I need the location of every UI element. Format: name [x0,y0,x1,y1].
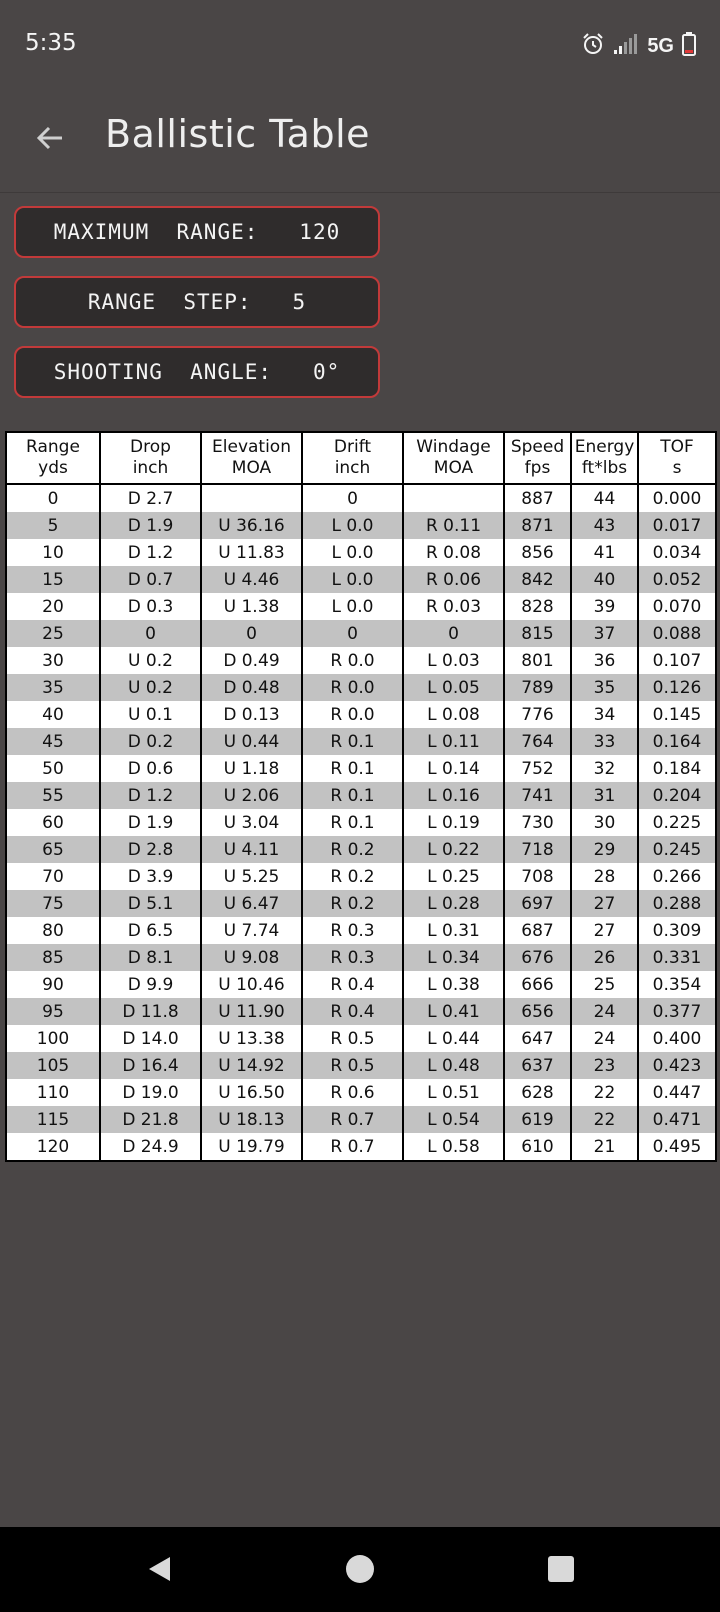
table-cell: R 0.7 [302,1106,403,1133]
table-cell: R 0.0 [302,701,403,728]
table-cell: R 0.2 [302,890,403,917]
table-cell: U 3.04 [201,809,302,836]
ballistic-table-container [5,431,715,1162]
table-cell: 0.288 [638,890,716,917]
status-icons [581,32,696,60]
table-cell: D 0.48 [201,674,302,701]
table-row [6,1106,716,1133]
table-cell: L 0.44 [403,1025,504,1052]
table-row [6,1052,716,1079]
table-cell: 0.245 [638,836,716,863]
table-cell: D 21.8 [100,1106,201,1133]
column-name: Windage [416,437,491,457]
table-cell: D 0.3 [100,593,201,620]
table-cell: U 2.06 [201,782,302,809]
table-cell: 45 [6,728,100,755]
column-unit: yds [38,458,68,478]
table-cell: 697 [504,890,571,917]
table-cell: L 0.0 [302,566,403,593]
table-cell: L 0.54 [403,1106,504,1133]
table-cell: 776 [504,701,571,728]
table-cell: R 0.11 [403,512,504,539]
table-cell: D 1.9 [100,512,201,539]
table-cell: D 14.0 [100,1025,201,1052]
table-cell: 828 [504,593,571,620]
table-cell: 0.017 [638,512,716,539]
table-cell: 40 [571,566,638,593]
table-cell: 0 [201,620,302,647]
table-cell: 35 [571,674,638,701]
table-cell: R 0.7 [302,1133,403,1161]
table-cell: 36 [571,647,638,674]
table-cell: L 0.19 [403,809,504,836]
table-row [6,701,716,728]
table-cell: 5 [6,512,100,539]
column-unit: MOA [231,458,272,478]
table-cell: D 24.9 [100,1133,201,1161]
column-name: TOF [660,437,694,457]
table-cell: 0.423 [638,1052,716,1079]
table-cell: 0.471 [638,1106,716,1133]
table-row [6,944,716,971]
column-header-speed [504,432,571,484]
table-cell: U 4.46 [201,566,302,593]
table-row [6,809,716,836]
table-cell: L 0.31 [403,917,504,944]
table-cell: U 18.13 [201,1106,302,1133]
column-name: Energy [574,437,635,457]
column-name: Drop [130,437,171,457]
column-header-drift [302,432,403,484]
table-cell: U 0.2 [100,674,201,701]
table-cell: 856 [504,539,571,566]
table-cell: D 1.2 [100,782,201,809]
table-row [6,728,716,755]
column-header-tof [638,432,716,484]
column-name: Range [26,437,80,457]
table-cell: R 0.1 [302,755,403,782]
table-cell: 85 [6,944,100,971]
table-cell: D 3.9 [100,863,201,890]
table-cell: U 36.16 [201,512,302,539]
table-cell: R 0.08 [403,539,504,566]
table-cell: 789 [504,674,571,701]
table-row [6,917,716,944]
table-cell: 815 [504,620,571,647]
table-row [6,836,716,863]
table-cell: 20 [6,593,100,620]
status-time: 5:35 [25,30,77,56]
table-cell: D 6.5 [100,917,201,944]
table-cell [403,484,504,512]
table-cell: 687 [504,917,571,944]
table-cell: 0 [302,484,403,512]
table-cell: 50 [6,755,100,782]
navigation-bar [0,1527,720,1612]
table-cell: U 13.38 [201,1025,302,1052]
table-cell: U 11.90 [201,998,302,1025]
table-cell: 22 [571,1106,638,1133]
table-cell: 0.331 [638,944,716,971]
table-cell: 27 [571,890,638,917]
table-cell: U 5.25 [201,863,302,890]
table-cell: U 11.83 [201,539,302,566]
table-cell: L 0.38 [403,971,504,998]
table-cell: 37 [571,620,638,647]
table-row [6,755,716,782]
table-cell: 21 [571,1133,638,1161]
table-cell: D 1.9 [100,809,201,836]
table-cell: 752 [504,755,571,782]
arrow-left-icon [34,122,66,158]
table-row [6,566,716,593]
shooting-angle-button[interactable]: SHOOTING ANGLE: 0° [14,346,380,398]
back-icon [145,1554,175,1588]
table-cell: 115 [6,1106,100,1133]
table-cell: U 14.92 [201,1052,302,1079]
table-cell: 0.145 [638,701,716,728]
table-cell: D 0.7 [100,566,201,593]
table-cell: 647 [504,1025,571,1052]
table-cell: 30 [571,809,638,836]
table-cell: R 0.06 [403,566,504,593]
table-cell: D 5.1 [100,890,201,917]
maximum-range-button[interactable]: MAXIMUM RANGE: 120 [14,206,380,258]
table-cell: 34 [571,701,638,728]
table-cell: 26 [571,944,638,971]
back-button[interactable] [26,116,74,164]
column-unit: fps [524,458,551,478]
table-cell: 0.495 [638,1133,716,1161]
table-cell: L 0.51 [403,1079,504,1106]
table-cell: D 11.8 [100,998,201,1025]
table-cell: L 0.0 [302,512,403,539]
table-row [6,484,716,512]
table-cell: 24 [571,998,638,1025]
table-cell: R 0.0 [302,647,403,674]
table-cell: L 0.34 [403,944,504,971]
table-cell: R 0.4 [302,971,403,998]
table-cell: U 9.08 [201,944,302,971]
table-cell: 39 [571,593,638,620]
table-cell: 887 [504,484,571,512]
table-cell: D 8.1 [100,944,201,971]
table-cell: 0.052 [638,566,716,593]
table-cell: D 16.4 [100,1052,201,1079]
table-cell: U 0.1 [100,701,201,728]
table-cell: U 6.47 [201,890,302,917]
table-cell: R 0.5 [302,1052,403,1079]
recents-icon [547,1555,575,1587]
table-cell: 24 [571,1025,638,1052]
table-cell: 741 [504,782,571,809]
table-cell: U 19.79 [201,1133,302,1161]
table-cell: U 0.44 [201,728,302,755]
table-cell: D 0.6 [100,755,201,782]
column-unit: s [672,458,682,478]
table-cell: 0.107 [638,647,716,674]
table-cell: 0.309 [638,917,716,944]
table-cell: 0.164 [638,728,716,755]
table-cell: 25 [571,971,638,998]
column-header-elevation [201,432,302,484]
table-cell: 628 [504,1079,571,1106]
table-cell: R 0.2 [302,863,403,890]
column-header-drop [100,432,201,484]
table-cell: L 0.14 [403,755,504,782]
table-cell: R 0.0 [302,674,403,701]
table-cell: R 0.3 [302,944,403,971]
table-row [6,998,716,1025]
table-cell: 0 [302,620,403,647]
table-cell: 0 [6,484,100,512]
table-cell: 35 [6,674,100,701]
table-cell: 764 [504,728,571,755]
table-cell: 871 [504,512,571,539]
table-cell: 25 [6,620,100,647]
table-cell: L 0.22 [403,836,504,863]
table-cell: 100 [6,1025,100,1052]
table-cell: 0 [100,620,201,647]
table-cell: U 4.11 [201,836,302,863]
table-cell: U 1.18 [201,755,302,782]
table-cell: L 0.58 [403,1133,504,1161]
table-cell: 60 [6,809,100,836]
table-cell: 0.225 [638,809,716,836]
table-cell: 708 [504,863,571,890]
table-cell: 44 [571,484,638,512]
table-cell: 0.088 [638,620,716,647]
table-cell: L 0.0 [302,539,403,566]
alarm-icon [581,32,605,60]
table-cell: 0.000 [638,484,716,512]
table-row [6,593,716,620]
table-row [6,1133,716,1161]
table-cell: 842 [504,566,571,593]
table-cell: 40 [6,701,100,728]
table-cell: U 7.74 [201,917,302,944]
table-body [6,484,716,1161]
table-cell: 95 [6,998,100,1025]
table-cell: D 2.8 [100,836,201,863]
table-cell: 65 [6,836,100,863]
network-type: 5G [647,34,674,57]
table-cell: L 0.41 [403,998,504,1025]
table-cell: 0.204 [638,782,716,809]
table-row [6,1079,716,1106]
table-cell: L 0.08 [403,701,504,728]
nav-back-button[interactable] [140,1551,180,1591]
table-cell: D 9.9 [100,971,201,998]
table-cell: D 0.13 [201,701,302,728]
table-cell: 29 [571,836,638,863]
table-header-row [6,432,716,484]
table-cell: 0.184 [638,755,716,782]
table-cell: 28 [571,863,638,890]
table-cell: 55 [6,782,100,809]
table-row [6,512,716,539]
table-cell: L 0.28 [403,890,504,917]
table-cell: 730 [504,809,571,836]
table-cell: U 10.46 [201,971,302,998]
column-name: Elevation [212,437,291,457]
range-step-button[interactable]: RANGE STEP: 5 [14,276,380,328]
page-title: Ballistic Table [105,112,371,156]
column-header-energy [571,432,638,484]
table-cell: L 0.03 [403,647,504,674]
table-cell: 32 [571,755,638,782]
table-cell: 110 [6,1079,100,1106]
table-cell: 23 [571,1052,638,1079]
table-cell: R 0.03 [403,593,504,620]
table-row [6,863,716,890]
table-cell: 801 [504,647,571,674]
table-row [6,674,716,701]
table-cell: 30 [6,647,100,674]
table-cell: 105 [6,1052,100,1079]
table-cell: D 1.2 [100,539,201,566]
table-cell: R 0.1 [302,782,403,809]
table-cell: R 0.4 [302,998,403,1025]
table-cell [201,484,302,512]
nav-home-button[interactable] [340,1551,380,1591]
table-cell: 0.400 [638,1025,716,1052]
table-cell: 619 [504,1106,571,1133]
home-icon [345,1554,375,1588]
table-cell: R 0.6 [302,1079,403,1106]
app-bar [0,92,720,193]
signal-icon [613,33,639,59]
table-row [6,782,716,809]
table-cell: 637 [504,1052,571,1079]
table-cell: R 0.1 [302,809,403,836]
table-cell: D 2.7 [100,484,201,512]
table-cell: 666 [504,971,571,998]
table-cell: 0.354 [638,971,716,998]
table-cell: 656 [504,998,571,1025]
table-cell: L 0.16 [403,782,504,809]
column-unit: inch [334,458,371,478]
table-cell: R 0.2 [302,836,403,863]
table-row [6,971,716,998]
table-cell: R 0.5 [302,1025,403,1052]
table-cell: 80 [6,917,100,944]
table-row [6,620,716,647]
table-cell: 0.447 [638,1079,716,1106]
table-cell: L 0.48 [403,1052,504,1079]
column-unit: MOA [433,458,474,478]
table-cell: 10 [6,539,100,566]
nav-recents-button[interactable] [541,1551,581,1591]
table-cell: 90 [6,971,100,998]
table-cell: 0.070 [638,593,716,620]
battery-icon [682,32,696,60]
table-cell: 27 [571,917,638,944]
table-cell: U 1.38 [201,593,302,620]
table-cell: 41 [571,539,638,566]
column-header-range [6,432,100,484]
table-cell: 70 [6,863,100,890]
column-name: Speed [510,437,565,457]
column-unit: ft*lbs [581,458,628,478]
table-cell: 0.034 [638,539,716,566]
table-cell: R 0.3 [302,917,403,944]
table-cell: 718 [504,836,571,863]
table-cell: 43 [571,512,638,539]
table-cell: 31 [571,782,638,809]
table-cell: 0.126 [638,674,716,701]
status-bar [0,0,720,92]
table-row [6,647,716,674]
column-name: Drift [333,437,372,457]
table-cell: 22 [571,1079,638,1106]
table-cell: 15 [6,566,100,593]
table-cell: 0.266 [638,863,716,890]
table-cell: 0 [403,620,504,647]
column-header-windage [403,432,504,484]
column-unit: inch [132,458,169,478]
table-cell: R 0.1 [302,728,403,755]
table-cell: D 0.2 [100,728,201,755]
table-cell: 676 [504,944,571,971]
table-cell: 33 [571,728,638,755]
table-cell: 75 [6,890,100,917]
table-cell: D 19.0 [100,1079,201,1106]
table-cell: L 0.05 [403,674,504,701]
table-cell: D 0.49 [201,647,302,674]
table-cell: L 0.25 [403,863,504,890]
table-row [6,890,716,917]
table-cell: 120 [6,1133,100,1161]
table-cell: 610 [504,1133,571,1161]
table-cell: U 0.2 [100,647,201,674]
table-row [6,1025,716,1052]
table-cell: L 0.0 [302,593,403,620]
table-cell: L 0.11 [403,728,504,755]
table-cell: 0.377 [638,998,716,1025]
ballistic-table [5,431,717,1162]
table-cell: U 16.50 [201,1079,302,1106]
table-row [6,539,716,566]
